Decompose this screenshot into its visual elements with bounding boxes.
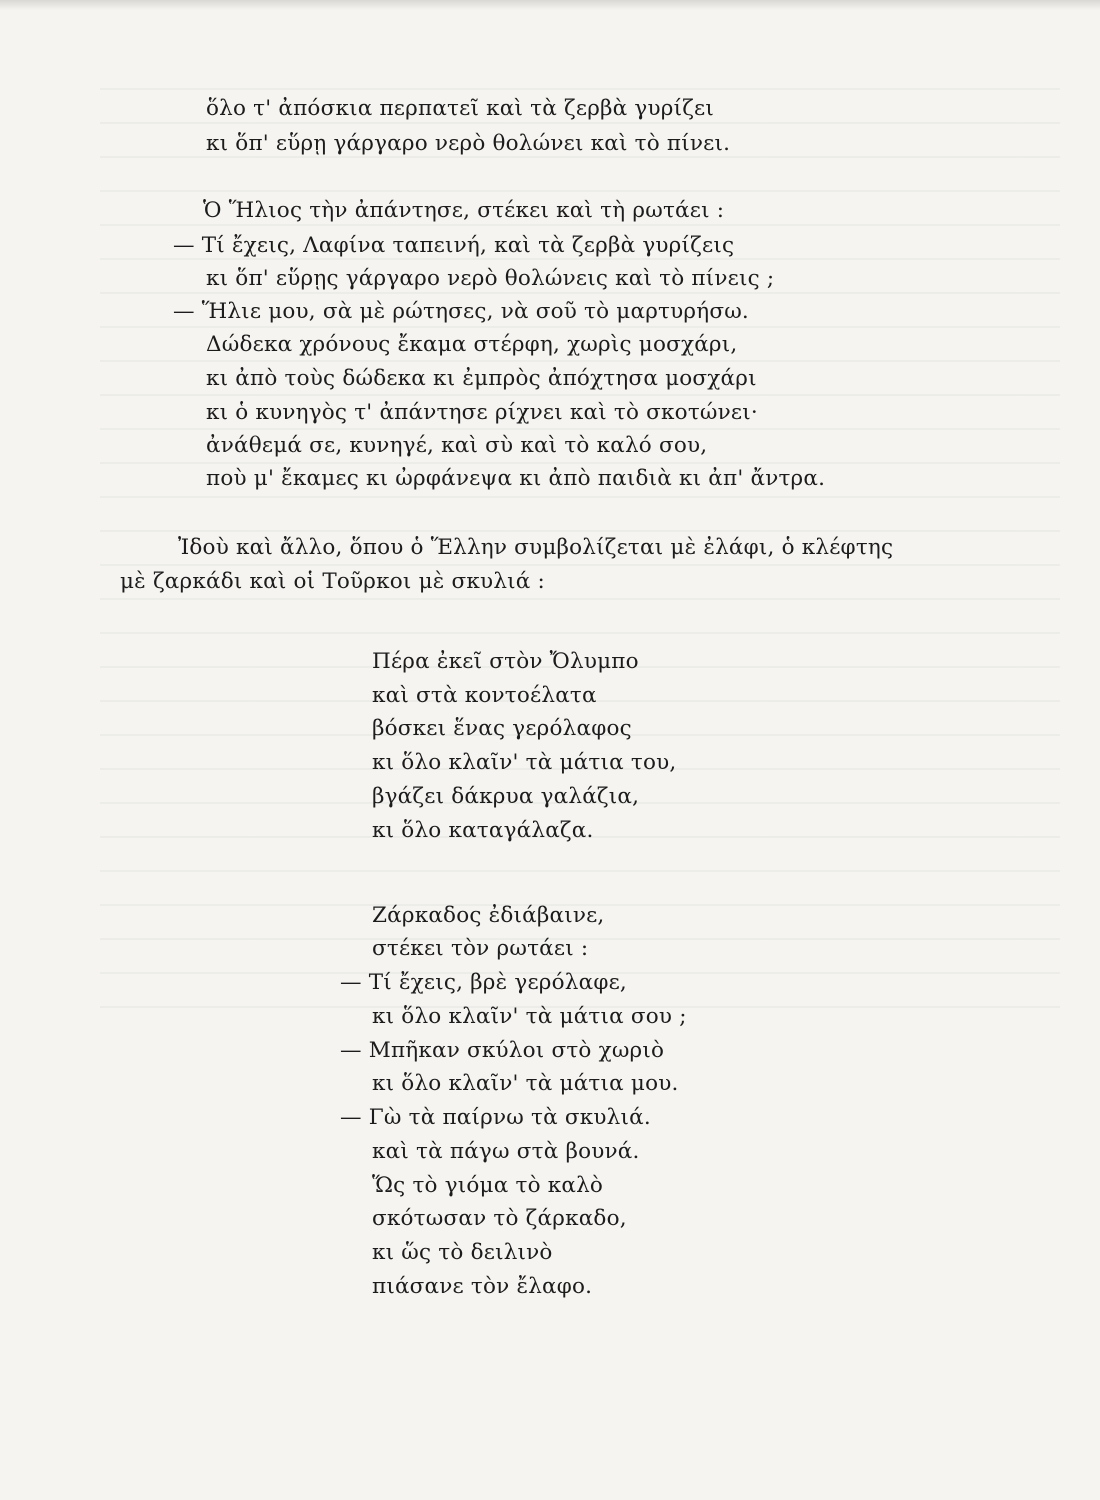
verse-line: κι ὁ κυνηγὸς τ' ἀπάντησε ρίχνει καὶ τὸ σκοτώνει· [206,400,758,425]
verse-line: βόσκει ἕνας γερόλαφος [372,716,632,741]
verse-line: κι ὅλο κλαῖν' τὰ μάτια σου ; [372,1004,687,1029]
verse-line: κι ὅλο κλαῖν' τὰ μάτια μου. [372,1071,679,1096]
verse-line: — Τί ἔχεις, Λαφίνα ταπεινή, καὶ τὰ ζερβὰ γυρίζεις [173,233,735,258]
prose-line: Ἰδοὺ καὶ ἄλλο, ὅπου ὁ Ἕλλην συμβολίζεται μὲ ἐλάφι, ὁ κλέφτης [178,535,894,560]
verse-line: — Μπῆκαν σκύλοι στὸ χωριὸ [340,1038,665,1063]
verse-line: πιάσανε τὸν ἔλαφο. [372,1274,593,1299]
verse-line: ἀνάθεμά σε, κυνηγέ, καὶ σὺ καὶ τὸ καλό σου, [206,433,708,458]
prose-line: μὲ ζαρκάδι καὶ οἱ Τοῦρκοι μὲ σκυλιά : [120,569,545,594]
verse-line: — Τί ἔχεις, βρὲ γερόλαφε, [340,970,627,995]
verse-line: Ὥς τὸ γιόμα τὸ καλὸ [372,1173,604,1198]
verse-line: Ζάρκαδος ἐδιάβαινε, [372,903,605,928]
page-top-edge [0,0,1100,10]
verse-line: Δώδεκα χρόνους ἔκαμα στέρφη, χωρὶς μοσχάρι, [206,332,738,357]
verse-line: κι ὥς τὸ δειλινὸ [372,1240,553,1265]
verse-line: καὶ στὰ κοντοέλατα [372,683,597,708]
verse-line: Πέρα ἐκεῖ στὸν Ὄλυμπο [372,649,639,674]
verse-line: κι ὅλο καταγάλαζα. [372,818,594,843]
verse-line: Ὁ Ἥλιος τὴν ἀπάντησε, στέκει καὶ τὴ ρωτάει : [203,198,725,223]
verse-line: — Γὼ τὰ παίρνω τὰ σκυλιά. [340,1105,651,1130]
verse-line: βγάζει δάκρυα γαλάζια, [372,784,640,809]
verse-line: ποὺ μ' ἔκαμες κι ὠρφάνεψα κι ἀπὸ παιδιὰ κι ἀπ' ἄντρα. [206,466,826,491]
verse-line: ὅλο τ' ἀπόσκια περπατεῖ καὶ τὰ ζερβὰ γυρίζει [206,96,715,121]
verse-line: κι ἀπὸ τοὺς δώδεκα κι ἐμπρὸς ἀπόχτησα μοσχάρι [206,366,757,391]
verse-line: καὶ τὰ πάγω στὰ βουνά. [372,1139,640,1164]
verse-line: κι ὅπ' εὕρῃς γάργαρο νερὸ θολώνεις καὶ τὸ πίνεις ; [206,266,775,291]
verse-line: σκότωσαν τὸ ζάρκαδο, [372,1206,627,1231]
verse-line: κι ὅλο κλαῖν' τὰ μάτια του, [372,750,677,775]
verse-line: στέκει τὸν ρωτάει : [372,936,589,961]
verse-line: κι ὅπ' εὕρῃ γάργαρο νερὸ θολώνει καὶ τὸ πίνει. [206,131,731,156]
verse-line: — Ἥλιε μου, σὰ μὲ ρώτησες, νὰ σοῦ τὸ μαρτυρήσω. [173,299,749,324]
